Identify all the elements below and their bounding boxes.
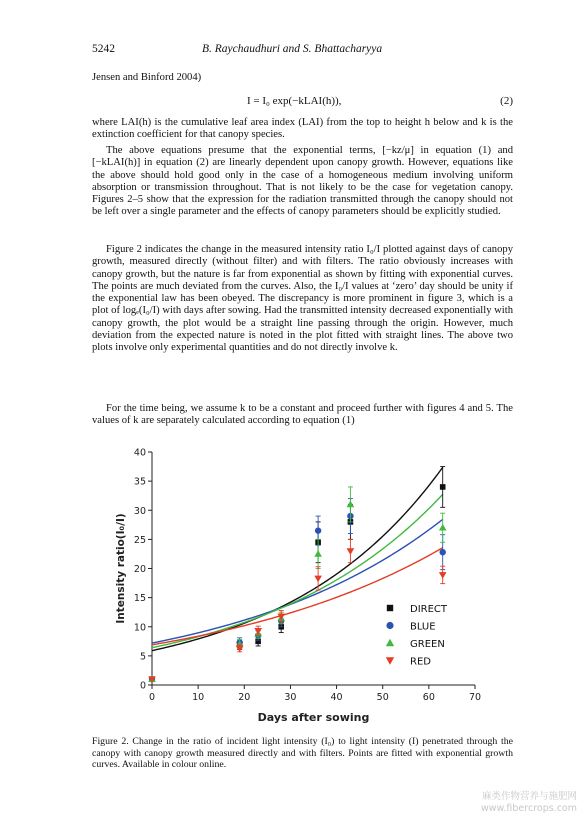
legend-label-green: GREEN [410, 639, 445, 650]
data-point-direct [440, 484, 446, 490]
figure-2-chart [92, 442, 513, 727]
y-axis-label: Intensity ratio(I₀/I) [115, 513, 127, 624]
data-point-green [439, 524, 447, 531]
text-line-top: Jensen and Binford 2004) [92, 72, 202, 83]
y-tick-label: 35 [133, 476, 146, 488]
equation-number: (2) [500, 95, 513, 107]
page-number: 5242 [92, 43, 115, 55]
y-tick-label: 20 [133, 564, 146, 575]
y-tick-label: 0 [139, 680, 146, 692]
data-point-red [439, 572, 447, 579]
equation-expression: I = I₀ exp(−kLAI(h)), [247, 95, 342, 107]
legend-label-red: RED [410, 656, 431, 668]
data-point-blue [440, 549, 446, 555]
data-point-red [236, 646, 244, 653]
figure-caption: Figure 2. Change in the ratio of incident light intensity (I₀) to light intensity (I) penetrated through the canopy with canopy growth measured directly and with filters. Points are fitted with exponential growth curves. Available in colour online. [92, 736, 513, 771]
x-tick-label: 70 [468, 692, 482, 703]
watermark-line1: 麻类作物营养与施肥网 [481, 791, 577, 802]
x-tick-label: 60 [422, 692, 435, 703]
x-tick-label: 10 [192, 692, 205, 703]
paragraph-2: Figure 2 indicates the change in the measured intensity ratio I₀/I plotted against days of canopy growth, measured directly (without filter) and with filters. The ratio obviously increases with canopy growth, but the nature is far from exponential as shown by fitting with exponential curves. The points are much deviated from the curves. Also, the I₀/I values at ‘zero’ day should be unity if the exponential law has been obeyed. The discrepancy is more prominent in figure 3, which is a plot of logₑ(I₀/I) with days after sowing. Had the transmitted intensity decreased exponentially with canopy growth, the plot would be a straight line passing through the origin. However, much deviation from the expected nature is noted in the plot fitted with straight lines. The above two plots involve only experimental quantities and do not directly involve k. [92, 244, 513, 354]
x-tick-label: 40 [330, 692, 343, 703]
running-authors: B. Raychaudhuri and S. Bhattacharyya [202, 43, 383, 55]
data-point-red [314, 576, 322, 583]
data-point-blue [315, 527, 321, 533]
y-tick-label: 10 [133, 622, 146, 634]
data-point-red [254, 628, 262, 635]
y-tick-label: 30 [133, 505, 146, 517]
x-tick-label: 0 [148, 692, 156, 703]
watermark-line2: www.fibercrops.com [480, 803, 577, 814]
fit-curve-direct [152, 467, 443, 650]
x-tick-label: 30 [284, 692, 297, 703]
y-tick-label: 40 [133, 447, 146, 459]
legend-marker-direct [387, 605, 393, 611]
legend-label-direct: DIRECT [410, 604, 448, 615]
data-point-red [347, 548, 355, 555]
y-tick-label: 25 [133, 534, 146, 546]
data-point-green [347, 501, 355, 508]
fit-curve-blue [152, 519, 443, 643]
legend-marker-red [386, 657, 394, 664]
paragraph-3: For the time being, we assume k to be a constant and proceed further with figures 4 and 5. The values of k are separately calculated according to equation (1) [92, 403, 513, 427]
x-tick-label: 50 [376, 692, 389, 703]
x-tick-label: 20 [238, 692, 251, 703]
paragraph-1: The above equations presume that the exponential terms, [−kz/μ] in equation (1) and [−kLAI(h)] in equation (2) are linearly dependent upon canopy growth. However, equations like the above should hold good only in the case of a homogeneous medium involving uniform absorption or transmission throughout. That is not likely to be the case for vegetation canopy. Figures 2–5 show that the expression for the radiation transmitted through the canopy should not be left over a single parameter and the effects of canopy parameters should be explicitly studied. [92, 145, 513, 218]
paragraph-where: where LAI(h) is the cumulative leaf area index (LAI) from the top to height h below and k is the extinction coefficient for that canopy species. [92, 117, 513, 141]
site-watermark [481, 791, 577, 815]
legend-label-blue: BLUE [410, 621, 436, 633]
legend-marker-green [386, 639, 394, 646]
x-axis-label: Days after sowing [257, 711, 370, 724]
y-tick-label: 5 [139, 651, 146, 663]
figure-2 [92, 442, 513, 727]
y-tick-label: 15 [133, 593, 146, 605]
legend-marker-blue [386, 622, 393, 629]
data-point-green [314, 550, 322, 557]
fit-curve-red [152, 548, 443, 645]
